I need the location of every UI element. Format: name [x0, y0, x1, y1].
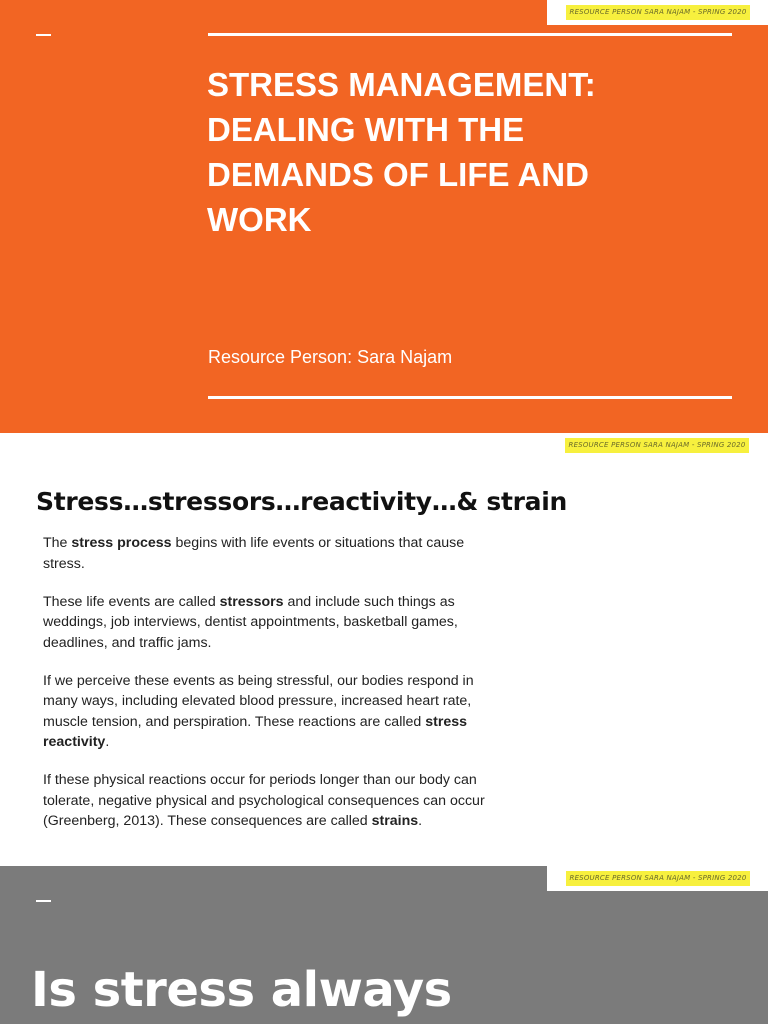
content-slide: [0, 433, 768, 866]
accent-dash: [36, 34, 51, 36]
bold-term: stress reactivity: [43, 713, 468, 750]
paragraph: [43, 770, 498, 832]
footer-tag-box: [547, 0, 768, 25]
text-run: and include such things as weddings, job interviews, dentist appointments, basketball games, deadlines, and traffic jams.: [43, 593, 458, 651]
slide-title: [207, 62, 657, 242]
footer-tag-box: [547, 866, 768, 891]
slide-body: [43, 533, 498, 849]
accent-dash: [36, 900, 51, 902]
text-run: These life events are called: [43, 593, 220, 610]
footer-tag: RESOURCE PERSON SARA NAJAM - SPRING 2020: [566, 871, 750, 886]
text-run: begins with life events or situations that cause stress.: [43, 535, 465, 572]
title-line: WORK: [207, 201, 312, 238]
section-slide: [0, 866, 768, 1024]
paragraph: [43, 533, 498, 574]
slide-subtitle: Resource Person: Sara Najam: [208, 347, 453, 367]
footer-tag: RESOURCE PERSON SARA NAJAM - SPRING 2020: [566, 5, 750, 20]
paragraph: [43, 671, 498, 753]
title-line: DEALING WITH THE: [207, 111, 525, 148]
bold-term: strains: [371, 813, 419, 829]
text-run: If these physical reactions occur for periods longer than our body can tolerate, negative physical and psychological consequences can occur (Greenberg, 2013). These consequences are called: [43, 772, 485, 829]
footer-tag: RESOURCE PERSON SARA NAJAM - SPRING 2020: [565, 438, 749, 453]
slide-heading: Stress…stressors…reactivity…& strain: [36, 487, 567, 516]
text-run: The: [43, 535, 72, 551]
bottom-rule: [208, 396, 732, 399]
text-run: .: [418, 813, 423, 829]
text-run: If we perceive these events as being stressful, our bodies respond in many ways, including elevated blood pressure, increased heart rate, muscle tension, and perspiration. These reactions are called: [43, 672, 474, 730]
top-rule: [208, 33, 732, 36]
section-title: Is stress always: [31, 962, 452, 1018]
bold-term: stress process: [71, 535, 172, 551]
title-slide: [0, 0, 768, 433]
text-run: .: [105, 734, 110, 750]
paragraph: [43, 592, 498, 654]
title-line: DEMANDS OF LIFE AND: [207, 156, 589, 193]
title-line: STRESS MANAGEMENT:: [207, 66, 596, 103]
bold-term: stressors: [219, 593, 284, 610]
